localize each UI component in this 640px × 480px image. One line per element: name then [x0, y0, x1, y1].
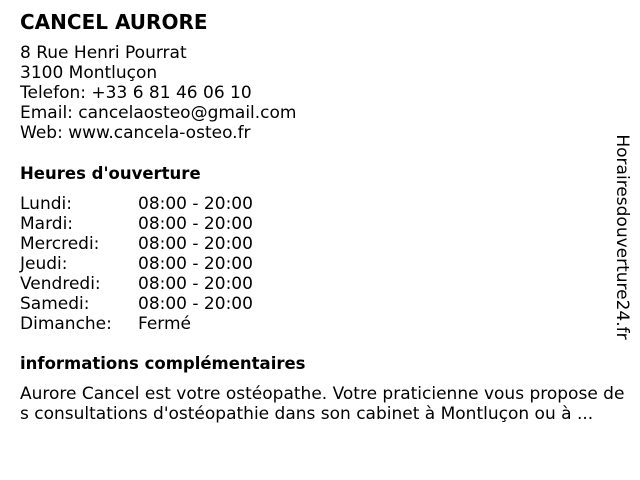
info-description: Aurore Cancel est votre ostéopathe. Votre praticienne vous propose des consultations d'ostéopathie dans son cabinet à Montluçon ou à ... [20, 384, 625, 424]
day-label: Lundi: [20, 194, 72, 214]
hours-value: 08:00 - 20:00 [138, 194, 253, 214]
day-label: Mardi: [20, 214, 74, 234]
hours-value: 08:00 - 20:00 [138, 254, 253, 274]
day-label: Mercredi: [20, 234, 100, 254]
hours-value: Fermé [138, 314, 192, 334]
hours-row-tuesday [20, 214, 280, 234]
website: Web: www.cancela-osteo.fr [20, 123, 251, 143]
business-name: CANCEL AURORE [20, 10, 208, 34]
site-watermark: Horairesdouverture24.fr [612, 134, 632, 340]
info-heading: informations complémentaires [20, 354, 306, 373]
contact-block [20, 43, 297, 143]
hours-heading: Heures d'ouverture [20, 164, 201, 183]
hours-value: 08:00 - 20:00 [138, 274, 253, 294]
hours-value: 08:00 - 20:00 [138, 234, 253, 254]
hours-value: 08:00 - 20:00 [138, 214, 253, 234]
opening-hours-table [20, 194, 280, 334]
day-label: Samedi: [20, 294, 90, 314]
email-address: Email: cancelaosteo@gmail.com [20, 103, 297, 123]
day-label: Jeudi: [20, 254, 68, 274]
hours-row-thursday [20, 254, 280, 274]
hours-value: 08:00 - 20:00 [138, 294, 253, 314]
day-label: Dimanche: [20, 314, 112, 334]
day-label: Vendredi: [20, 274, 101, 294]
city-address: 3100 Montluçon [20, 63, 158, 83]
hours-row-monday [20, 194, 280, 214]
hours-row-wednesday [20, 234, 280, 254]
hours-row-friday [20, 274, 280, 294]
hours-row-sunday [20, 314, 280, 334]
phone-number: Telefon: +33 6 81 46 06 10 [20, 83, 252, 103]
street-address: 8 Rue Henri Pourrat [20, 43, 187, 63]
hours-row-saturday [20, 294, 280, 314]
